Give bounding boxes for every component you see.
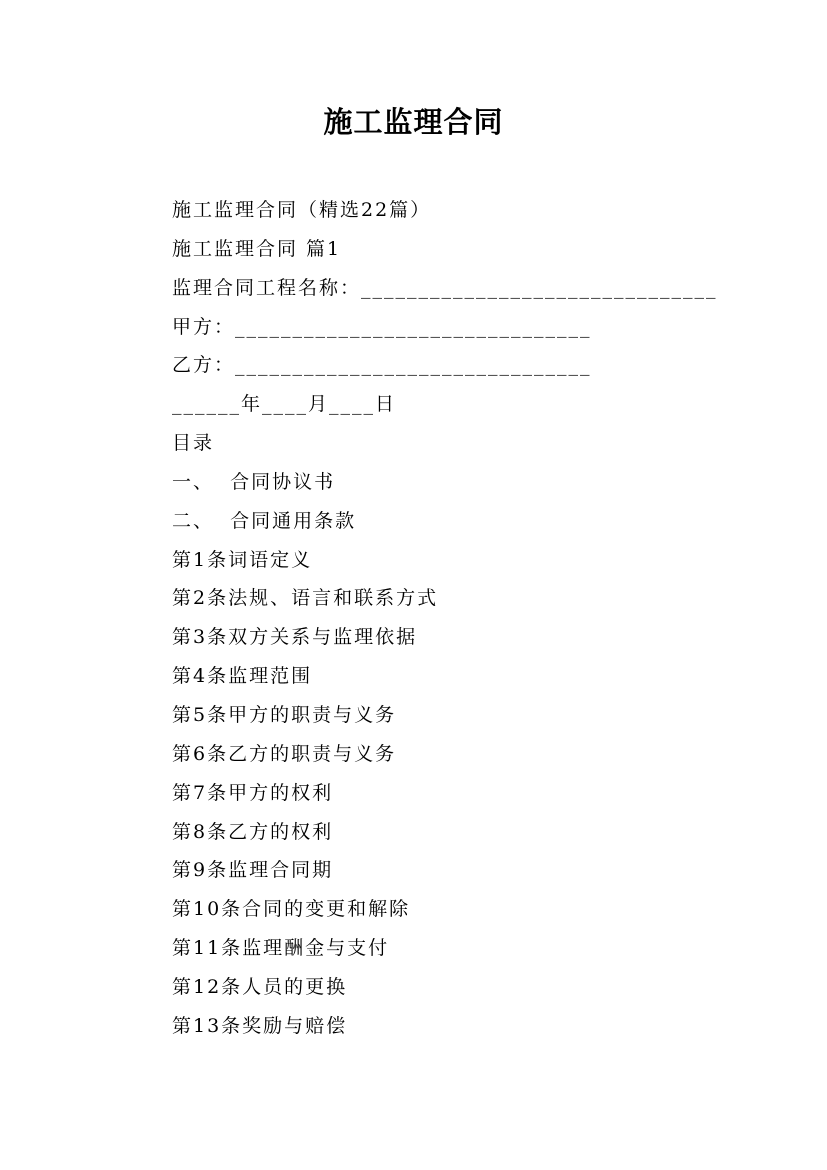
toc-item: 第2条法规、语言和联系方式 [172,587,439,610]
toc-item: 一、 合同协议书 [172,470,336,493]
toc-item: 第8条乙方的权利 [172,820,334,843]
toc-item: 第7条甲方的权利 [172,781,334,804]
toc-item: 第13条奖励与赔偿 [172,1014,348,1037]
toc-item: 第9条监理合同期 [172,859,334,882]
toc-heading: 目录 [172,432,215,455]
toc-item: 第12条人员的更换 [172,975,348,998]
toc-item: 第3条双方关系与监理依据 [172,626,418,649]
section-heading: 施工监理合同 篇1 [172,237,342,260]
project-name-line: 监理合同工程名称：_______________________________ [172,276,718,299]
toc-item: 第1条词语定义 [172,548,313,571]
date-line: ______年____月____日 [172,393,397,416]
party-a-line: 甲方：_______________________________ [172,315,592,338]
party-b-line: 乙方：_______________________________ [172,354,592,377]
toc-item: 二、 合同通用条款 [172,509,357,532]
toc-item: 第10条合同的变更和解除 [172,898,411,921]
toc-item: 第4条监理范围 [172,665,313,688]
toc-item: 第11条监理酬金与支付 [172,937,390,960]
document-title: 施工监理合同 [323,105,504,139]
subtitle-line: 施工监理合同（精选22篇） [172,199,432,221]
toc-item: 第6条乙方的职责与义务 [172,742,397,765]
document-body [172,191,772,1046]
toc-item: 第5条甲方的职责与义务 [172,703,397,726]
